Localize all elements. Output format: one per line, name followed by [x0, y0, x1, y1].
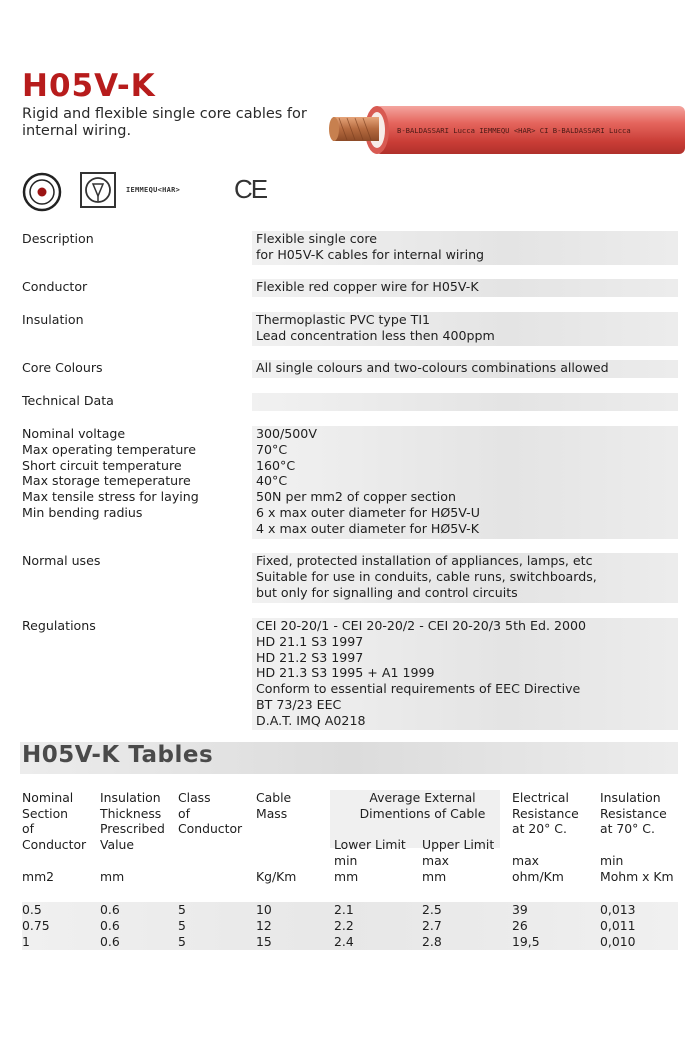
- ce-mark-icon: CE: [234, 174, 267, 204]
- table-cell: 5: [178, 902, 186, 917]
- spec-value-line: CEI 20-20/1 - CEI 20-20/2 - CEI 20-20/3 5th Ed. 2000: [256, 618, 587, 633]
- header-line: Class: [178, 790, 211, 805]
- header-line: Conductor: [178, 821, 243, 837]
- spec-value-line: HD 21.3 S3 1995 + A1 1999: [256, 665, 435, 681]
- spec-regulations: [0, 618, 700, 730]
- table-cell: 0,011: [600, 918, 636, 933]
- spec-label: Insulation: [22, 312, 84, 327]
- imq-mark-icon: [78, 170, 118, 210]
- spec-value: [256, 618, 586, 729]
- har-circle-icon: [22, 172, 62, 212]
- page-title: H05V-K: [22, 68, 156, 104]
- header-line: Insulation: [100, 790, 161, 805]
- spec-label: Conductor: [22, 279, 88, 294]
- spec-value-line: Thermoplastic PVC type TI1: [256, 312, 431, 327]
- header-mass: [256, 790, 291, 821]
- table-row: [0, 902, 700, 918]
- header-line: Average External: [369, 790, 476, 805]
- header-line: Resistance: [512, 805, 579, 821]
- tables-heading-text: H05V-K Tables: [22, 742, 214, 768]
- header-insulation: [100, 790, 165, 852]
- tech-label: Max storage temeperature: [22, 473, 191, 489]
- header-insulation-resistance-sub: min: [600, 853, 624, 868]
- spec-value-line: Suitable for use in conduits, cable runs, switchboards,: [256, 568, 597, 584]
- unit-cell: mm: [100, 869, 125, 884]
- tech-value: 40°C: [256, 473, 288, 489]
- header-line: at 20° C.: [512, 821, 567, 837]
- spec-value-line: Conform to essential requirements of EEC Directive: [256, 681, 581, 697]
- table-cell: 2.8: [422, 934, 442, 949]
- spec-value: [256, 279, 479, 295]
- header-line: of: [178, 805, 190, 821]
- header-line: of: [22, 821, 34, 837]
- unit-cell: mm2: [22, 869, 55, 884]
- technical-labels: [22, 426, 199, 521]
- header-line: max: [422, 852, 449, 868]
- technical-values: [256, 426, 480, 537]
- table-cell: 12: [256, 918, 272, 933]
- header-lower: [334, 837, 406, 868]
- tech-value: 6 x max outer diameter for HØ5V-U: [256, 504, 480, 520]
- header-line: Lower Limit: [334, 837, 406, 852]
- table-row: [0, 934, 700, 950]
- spec-label: Technical Data: [22, 393, 114, 408]
- table-cell: 39: [512, 902, 528, 917]
- table-cell: 2.2: [334, 918, 354, 933]
- spec-value-line: Flexible single core: [256, 231, 378, 246]
- table-cell: 0.6: [100, 902, 120, 917]
- table-cell: 2.5: [422, 902, 442, 917]
- table-cell: 2.4: [334, 934, 354, 949]
- spec-value: [256, 231, 484, 263]
- cable-print: B-BALDASSARI Lucca IEMMEQU <HAR> CI B-BALDASSARI Lucca: [397, 126, 631, 135]
- header-class: [178, 790, 242, 837]
- header-line: Electrical: [512, 790, 569, 805]
- unit-cell: Mohm x Km: [600, 869, 674, 884]
- header-line: Nominal: [22, 790, 74, 805]
- spec-core-colours: [0, 360, 700, 378]
- spec-value-line: but only for signalling and control circuits: [256, 584, 518, 600]
- table-cell: 0.6: [100, 934, 120, 949]
- header-line: Resistance: [600, 805, 667, 821]
- spec-value: [256, 360, 609, 376]
- header-electrical: [512, 790, 579, 837]
- table-cell: 1: [22, 934, 30, 949]
- table-cell: 2.7: [422, 918, 442, 933]
- spec-value-line: HD 21.2 S3 1997: [256, 649, 364, 665]
- spec-value-line: Fixed, protected installation of appliances, lamps, etc: [256, 553, 593, 568]
- header-line: Mass: [256, 805, 288, 821]
- har-mark-text: IEMMEQU<HAR>: [126, 186, 181, 194]
- table-cell: 26: [512, 918, 528, 933]
- table-cell: 5: [178, 934, 186, 949]
- cable-image: [325, 100, 685, 164]
- tech-value: 4 x max outer diameter for HØ5V-K: [256, 520, 479, 536]
- header-line: Upper Limit: [422, 837, 495, 852]
- tech-label: Short circuit temperature: [22, 457, 182, 473]
- header-electrical-sub: max: [512, 853, 539, 868]
- spec-value-line: HD 21.1 S3 1997: [256, 633, 364, 649]
- table-cell: 0.5: [22, 902, 42, 917]
- spec-value: [256, 553, 597, 600]
- page-subtitle: Rigid and flexible single core cables for internal wiring.: [22, 106, 307, 139]
- spec-label: Normal uses: [22, 553, 101, 568]
- spec-description: [0, 231, 700, 265]
- spec-label: Description: [22, 231, 94, 246]
- tech-label: Max operating temperature: [22, 441, 196, 457]
- header-upper: [422, 837, 494, 868]
- table-cell: 19,5: [512, 934, 540, 949]
- unit-cell: mm: [334, 869, 359, 884]
- spec-insulation: [0, 312, 700, 346]
- unit-cell: mm: [422, 869, 447, 884]
- table-cell: 10: [256, 902, 272, 917]
- header-line: min: [334, 852, 358, 868]
- header-line: Prescribed: [100, 821, 165, 837]
- table-cell: 0,010: [600, 934, 636, 949]
- spec-value-line: Lead concentration less then 400ppm: [256, 327, 495, 343]
- spec-value-line: D.A.T. IMQ A0218: [256, 712, 366, 728]
- spec-value-line: All single colours and two-colours combinations allowed: [256, 360, 609, 375]
- spec-value-line: BT 73/23 EEC: [256, 696, 342, 712]
- tech-value: 300/500V: [256, 426, 317, 441]
- header-line: Insulation: [600, 790, 661, 805]
- table-cell: 15: [256, 934, 272, 949]
- header-line: Cable: [256, 790, 292, 805]
- tech-value: 160°C: [256, 457, 296, 473]
- certification-logos: [22, 168, 322, 214]
- table-cell: 0.6: [100, 918, 120, 933]
- tech-label: Max tensile stress for laying: [22, 489, 199, 505]
- table-cell: 0.75: [22, 918, 50, 933]
- spec-label: Regulations: [22, 618, 96, 633]
- table-row: [0, 918, 700, 934]
- spec-value-line: Flexible red copper wire for H05V-K: [256, 279, 479, 294]
- header-insulation-resistance: [600, 790, 667, 837]
- table-cell: 5: [178, 918, 186, 933]
- header-line: Thickness: [100, 805, 162, 821]
- header-section: [22, 790, 86, 852]
- spec-value-line: for H05V-K cables for internal wiring: [256, 246, 485, 262]
- tables-heading: [20, 742, 678, 774]
- header-line: Value: [100, 836, 135, 852]
- spec-conductor: [0, 279, 700, 297]
- header-line: Dimentions of Cable: [359, 805, 486, 821]
- header-dims: [340, 790, 505, 821]
- spec-technical-data: [0, 393, 700, 411]
- header-line: Section: [22, 805, 69, 821]
- header-line: at 70° C.: [600, 821, 655, 837]
- table-cell: 0,013: [600, 902, 636, 917]
- spec-value: [256, 312, 495, 344]
- table-cell: 2.1: [334, 902, 354, 917]
- unit-cell: Kg/Km: [256, 869, 297, 884]
- tech-label: Min bending radius: [22, 504, 143, 520]
- spec-label: Core Colours: [22, 360, 103, 375]
- spec-technical-values: [0, 426, 700, 539]
- unit-cell: ohm/Km: [512, 869, 564, 884]
- header-line: Conductor: [22, 836, 87, 852]
- tech-label: Nominal voltage: [22, 426, 126, 441]
- tech-value: 70°C: [256, 441, 288, 457]
- spec-normal-uses: [0, 553, 700, 603]
- spec-band: [252, 393, 678, 411]
- tech-value: 50N per mm2 of copper section: [256, 489, 456, 505]
